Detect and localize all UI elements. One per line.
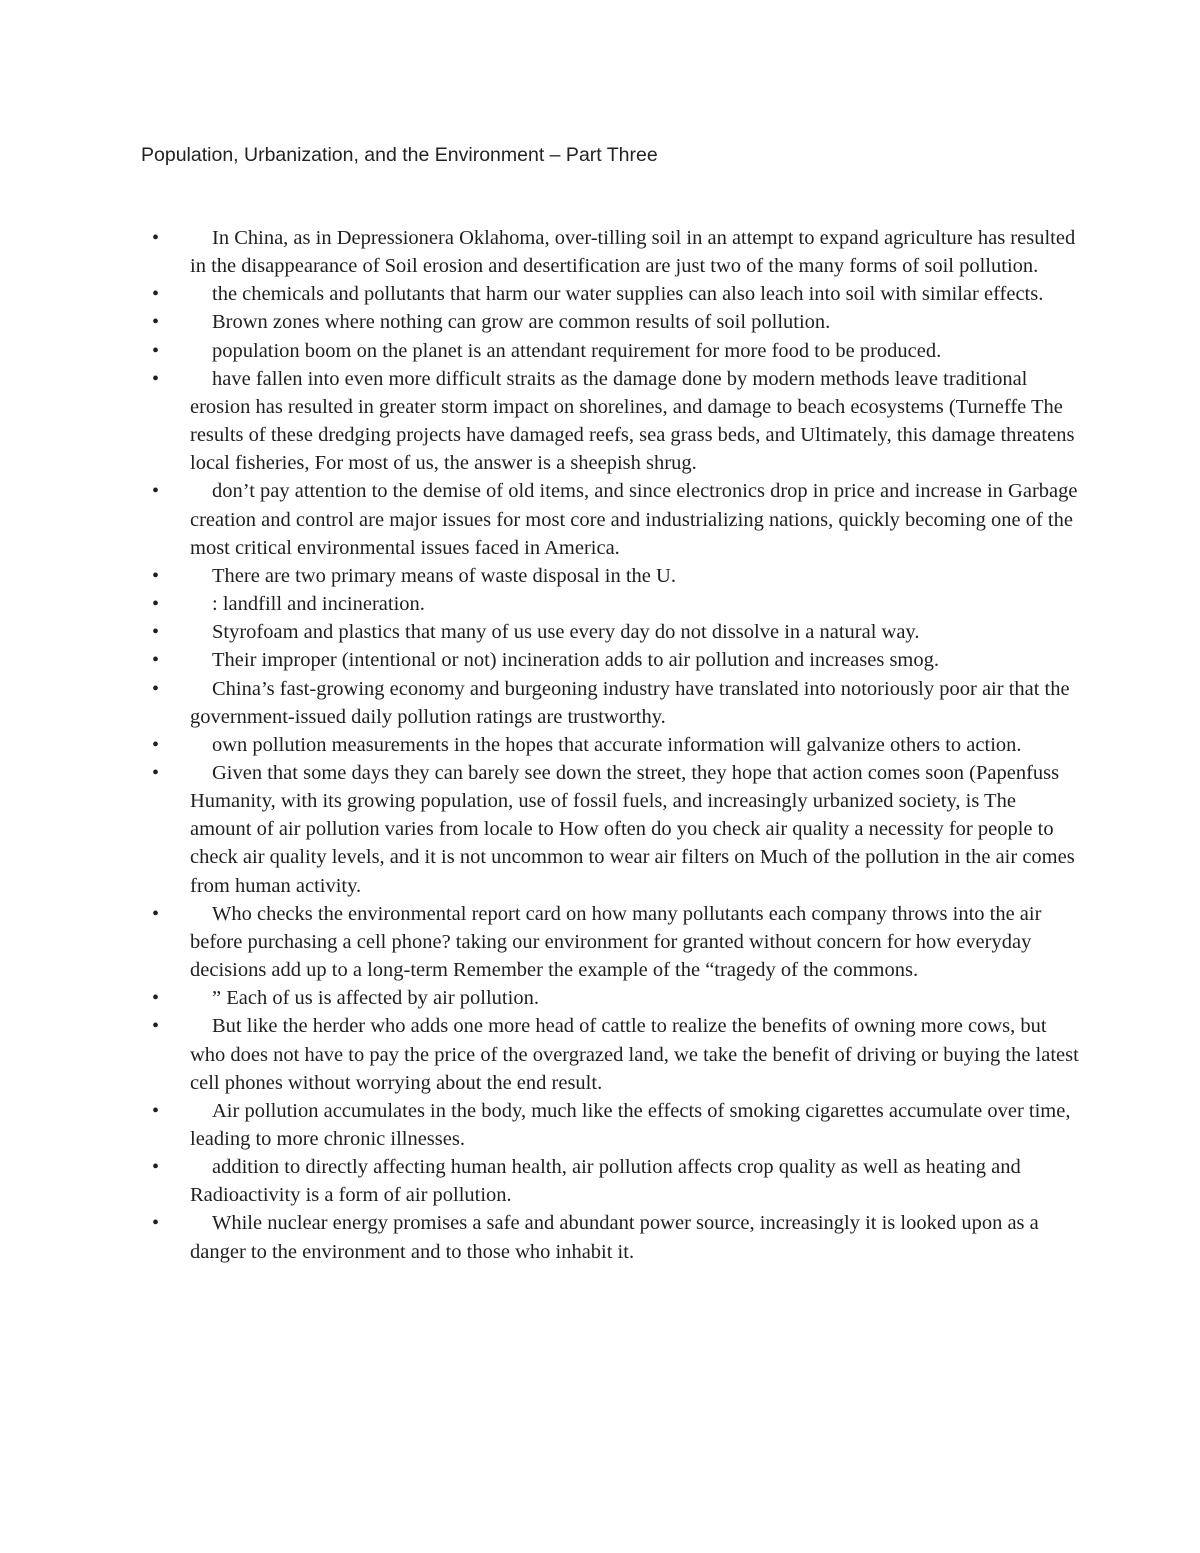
bullet-icon: • (152, 1212, 160, 1235)
bullet-icon: • (152, 311, 160, 334)
bullet-icon: • (152, 649, 160, 672)
bullet-icon: • (152, 227, 160, 249)
list-item-text: : landfill and incineration. (212, 593, 425, 616)
list-item-text: Styrofoam and plastics that many of us use every day do not dissolve in a natural way. (212, 621, 920, 644)
list-item-text: Their improper (intentional or not) incineration adds to air pollution and increases smog. (212, 649, 939, 672)
bullet-icon: • (152, 480, 160, 503)
list-item-text: There are two primary means of waste disposal in the U. (212, 564, 676, 587)
list-item (141, 1097, 1081, 1153)
list-item (141, 646, 1081, 674)
list-item (141, 731, 1081, 759)
list-item-text: don’t pay attention to the demise of old items, and since electronics drop in price and increase in Garbage creation and control are major issues for most core and industrializing nations, quickly becoming one of the most critical environmental issues faced in America. (190, 480, 1078, 559)
bullet-icon: • (152, 761, 160, 784)
bullet-icon: • (152, 283, 160, 306)
bullet-icon: • (152, 733, 160, 756)
bullet-icon: • (152, 677, 160, 700)
list-item (141, 759, 1081, 900)
list-item (141, 590, 1081, 618)
bullet-icon: • (152, 1099, 160, 1122)
bullet-icon: • (152, 593, 160, 616)
list-item-text: Air pollution accumulates in the body, much like the effects of smoking cigarettes accumulate over time, leading to more chronic illnesses. (190, 1099, 1071, 1150)
bullet-icon: • (152, 1015, 160, 1038)
bullet-list (141, 224, 1081, 1266)
list-item-text: have fallen into even more difficult straits as the damage done by modern methods leave traditional erosion has resulted in greater storm impact on shorelines, and damage to beach ecosystems (Turneffe The results of these dredging projects have damaged reefs, sea grass beds, and Ultimately, this damage threatens local fisheries, For most of us, the answer is a sheepish shrug. (190, 367, 1075, 475)
list-item (141, 984, 1081, 1012)
list-item-text: China’s fast-growing economy and burgeoning industry have translated into notoriously poor air that the government-issued daily pollution ratings are trustworthy. (190, 677, 1070, 728)
list-item (141, 308, 1081, 336)
bullet-icon: • (152, 1156, 160, 1179)
list-item-text: the chemicals and pollutants that harm our water supplies can also leach into soil with similar effects. (212, 283, 1044, 306)
bullet-icon: • (152, 564, 160, 587)
list-item (141, 675, 1081, 731)
list-item (141, 224, 1081, 280)
list-item-text: Brown zones where nothing can grow are common results of soil pollution. (212, 311, 831, 334)
list-item (141, 365, 1081, 478)
list-item-text: But like the herder who adds one more head of cattle to realize the benefits of owning more cows, but who does not have to pay the price of the overgrazed land, we take the benefit of driving or buying the latest cell phones without worrying about the end result. (190, 1015, 1079, 1094)
list-item-text: Given that some days they can barely see down the street, they hope that action comes soon (Papenfuss Humanity, with its growing population, use of fossil fuels, and increasingly urbanized society, is The amount of air pollution varies from locale to How often do you check air quality a necessity for people to check air quality levels, and it is not uncommon to wear air filters on Much of the pollution in the air comes from human activity. (190, 761, 1075, 897)
document-title: Population, Urbanization, and the Environment – Part Three (141, 144, 658, 166)
list-item (141, 477, 1081, 561)
list-item (141, 1209, 1081, 1265)
bullet-icon: • (152, 987, 160, 1010)
list-item (141, 562, 1081, 590)
bullet-icon: • (152, 367, 160, 390)
list-item (141, 337, 1081, 365)
list-item (141, 1012, 1081, 1096)
list-item-text: own pollution measurements in the hopes that accurate information will galvanize others to action. (212, 733, 1022, 756)
list-item (141, 900, 1081, 984)
bullet-icon: • (152, 621, 160, 644)
bullet-icon: • (152, 902, 160, 925)
list-item-text: Who checks the environmental report card on how many pollutants each company throws into the air before purchasing a cell phone? taking our environment for granted without concern for how everyday decisions add up to a long-term Remember the example of the “tragedy of the commons. (190, 902, 1042, 982)
list-item-text: In China, as in Depressionera Oklahoma, over-tilling soil in an attempt to expand agriculture has resulted in the disappearance of Soil erosion and desertification are just two of the many forms of soil pollution. (190, 227, 1076, 278)
bullet-icon: • (152, 339, 160, 362)
list-item-text: While nuclear energy promises a safe and abundant power source, increasingly it is looked upon as a danger to the environment and to those who inhabit it. (190, 1212, 1039, 1263)
list-item-text: population boom on the planet is an attendant requirement for more food to be produced. (212, 339, 942, 362)
list-item (141, 280, 1081, 308)
list-item-text: addition to directly affecting human health, air pollution affects crop quality as well as heating and Radioactivity is a form of air pollution. (190, 1156, 1021, 1207)
list-item (141, 1153, 1081, 1209)
list-item-text: ” Each of us is affected by air pollution. (212, 987, 539, 1010)
list-item (141, 618, 1081, 646)
